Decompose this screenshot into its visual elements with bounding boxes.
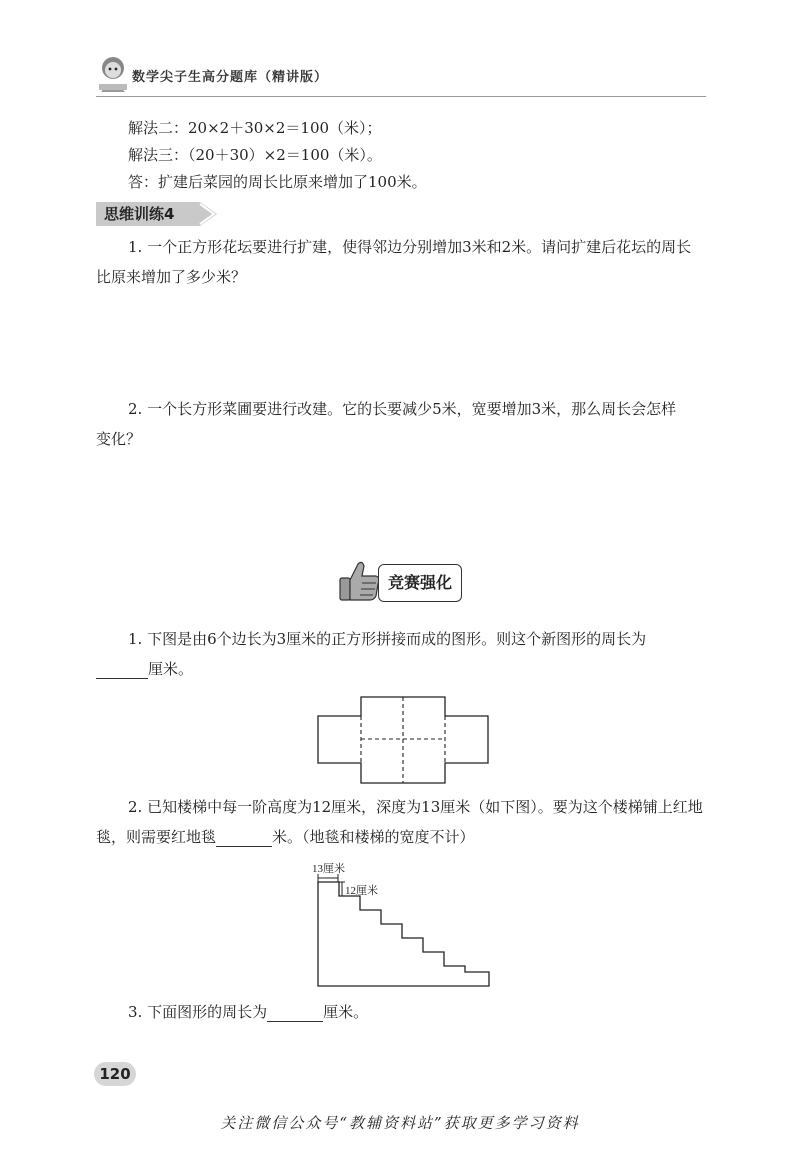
training-2-line-1: 2. 一个长方形菜圃要进行改建。它的长要减少5米，宽要增加3米，那么周长会怎样 (128, 400, 677, 418)
competition-1-line-2: 厘米。 (96, 658, 193, 679)
answer-blank[interactable] (96, 660, 148, 679)
solution-method-3: 解法三：（20＋30）×2＝100（米）。 (128, 146, 382, 164)
competition-2-line-2: 毯，则需要红地毯 米。（地毯和楼梯的宽度不计） (96, 828, 475, 846)
competition-3-line-1: 3. 下面图形的周长为 厘米。 (128, 1003, 369, 1021)
answer-blank[interactable] (267, 1003, 323, 1022)
header-divider (96, 96, 706, 97)
answer-blank[interactable] (216, 828, 272, 847)
thumbs-up-icon (336, 556, 384, 604)
height-label: 12厘米 (345, 885, 378, 897)
depth-label: 13厘米 (312, 863, 345, 875)
solution-method-2: 解法二：20×2＋30×2＝100（米）； (128, 119, 382, 137)
header-title: 数学尖子生高分题库（精讲版） (132, 70, 329, 85)
mascot-icon (95, 54, 131, 94)
section-tag: 思维训练4 (104, 205, 175, 223)
stairs-figure (300, 858, 500, 990)
competition-1-line-1: 1. 下图是由6个边长为3厘米的正方形拼接而成的图形。则这个新图形的周长为 (128, 630, 647, 648)
page-number: 120 (94, 1062, 136, 1086)
competition-2-line-1: 2. 已知楼梯中每一阶高度为12厘米，深度为13厘米（如下图）。要为这个楼梯铺上红地 (128, 798, 703, 816)
competition-badge: 竞赛强化 (378, 564, 462, 602)
training-2-line-2: 变化？ (96, 430, 142, 448)
solution-answer: 答：扩建后菜园的周长比原来增加了100米。 (128, 173, 427, 191)
cross-figure (316, 696, 492, 786)
training-1-line-1: 1. 一个正方形花坛要进行扩建，使得邻边分别增加3米和2米。请问扩建后花坛的周长 (128, 238, 692, 256)
training-1-line-2: 比原来增加了多少米？ (96, 268, 247, 286)
footer-note: 关注微信公众号“教辅资料站”获取更多学习资料 (220, 1114, 580, 1132)
